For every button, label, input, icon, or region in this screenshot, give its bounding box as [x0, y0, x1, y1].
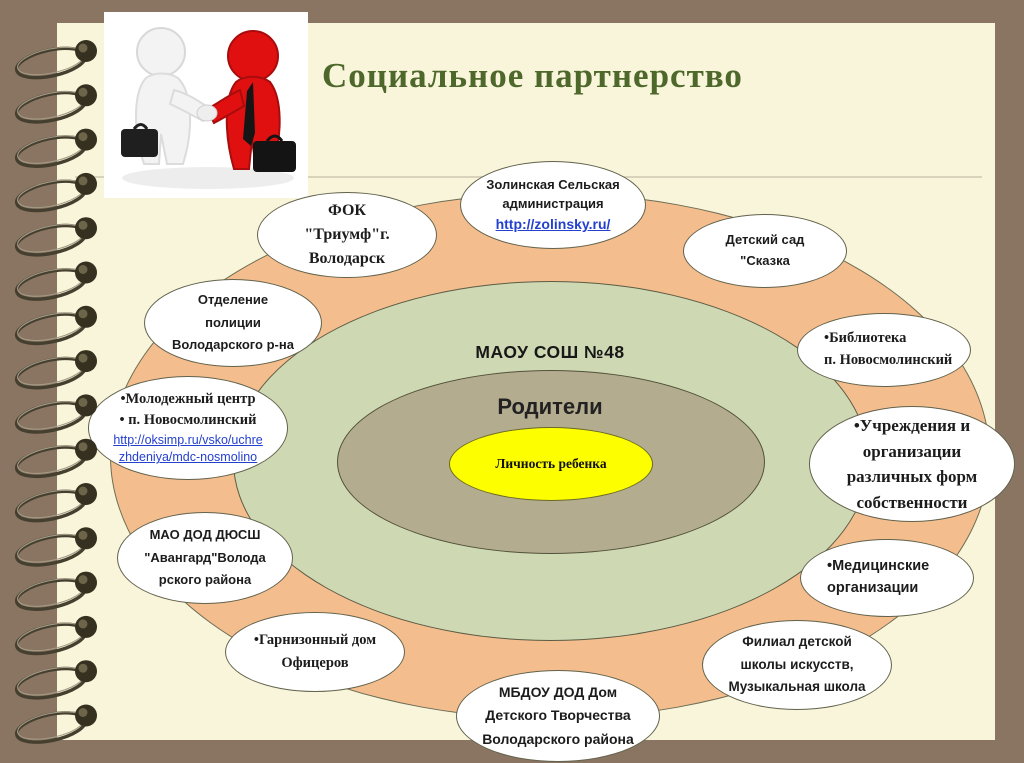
bubble-zolinsky-administration — [460, 161, 646, 249]
bubble-text: администрация — [502, 195, 604, 211]
bubble-sports-school-avangard — [117, 512, 293, 604]
zolinsky-link[interactable]: http://zolinsky.ru/ — [495, 215, 611, 232]
bubble-text: "Авангард"Волода — [144, 549, 266, 565]
bubble-text: МАО ДОД ДЮСШ — [149, 526, 261, 542]
bubble-text: различных форм — [846, 467, 978, 486]
bubble-text: рского района — [158, 572, 252, 588]
bubble-text: •Гарнизонный дом — [253, 631, 377, 648]
bubble-text: •Молодежный центр — [120, 391, 256, 408]
school-label: МАОУ СОШ №48 — [475, 342, 625, 362]
bubble-fok-triumf — [257, 192, 437, 278]
bubble-police-department — [144, 279, 322, 367]
handshake-illustration — [104, 12, 308, 198]
bubble-text: • п. Новосмолинский — [119, 411, 257, 428]
bubble-various-institutions — [809, 406, 1015, 522]
youth-center-link[interactable] — [113, 432, 262, 467]
bubble-text: Володарск — [308, 250, 386, 267]
bubble-garrison-officers-house — [225, 612, 405, 692]
bubble-text: "Сказка — [740, 253, 790, 268]
bubble-text: Володарского р-на — [172, 337, 294, 353]
bubble-kindergarten-skazka — [683, 214, 847, 288]
bubble-children-creativity-house — [456, 670, 660, 762]
bubble-text: Детский сад — [725, 232, 805, 248]
bubble-medical-organizations — [800, 539, 974, 617]
bubble-text: ФОК — [328, 202, 366, 219]
bubble-text: собственности — [856, 492, 968, 512]
child-label: Личность ребенка — [495, 456, 607, 471]
bubble-text: "Триумф"г. — [304, 226, 390, 243]
handshake-image — [104, 12, 308, 198]
bubble-text: •Медицинские — [827, 558, 930, 575]
bubble-text: п. Новосмолинский — [824, 352, 953, 368]
bubble-text: Детского Творчества — [485, 707, 631, 724]
ring-child — [449, 427, 653, 501]
bubble-text: организации — [862, 441, 962, 461]
bubble-text: Отделение — [197, 291, 269, 307]
page-title: Социальное партнерство — [322, 56, 743, 95]
bubble-art-music-school — [702, 620, 892, 710]
bubble-text: Музыкальная школа — [728, 679, 866, 695]
bubble-text: МБДОУ ДОД Дом — [498, 684, 618, 701]
parents-label: Родители — [497, 394, 603, 419]
bubble-text: Офицеров — [281, 655, 349, 671]
bubble-text: •Библиотека — [824, 330, 907, 347]
bubble-text: полиции — [205, 314, 261, 330]
bubble-text: Филиал детской — [742, 633, 852, 649]
bubble-text: школы искусств, — [740, 656, 854, 672]
link-text: zhdeniya/mdc-nosmolino — [118, 450, 258, 465]
link-text: http://oksimp.ru/vsko/uchre — [113, 432, 263, 447]
bubble-text: •Учреждения и — [853, 416, 971, 435]
bubble-text: Золинская Сельская — [486, 177, 620, 192]
bubble-text: организации — [827, 580, 919, 596]
bubble-library — [797, 313, 971, 387]
bubble-youth-center — [88, 376, 288, 480]
bubble-text: Володарского района — [482, 730, 634, 747]
